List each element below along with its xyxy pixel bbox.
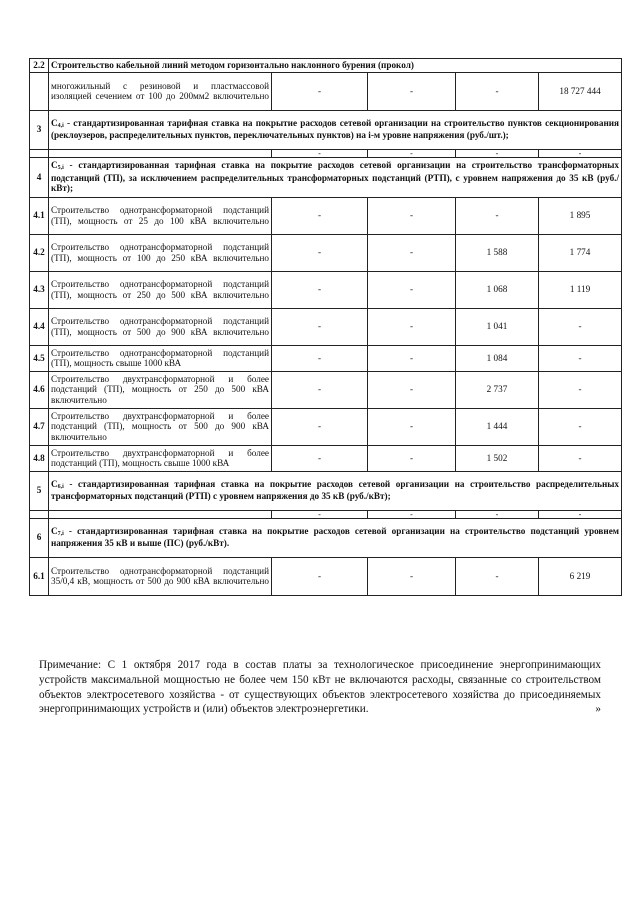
rate-subscript: 5,i — [57, 165, 64, 172]
value-cell: - — [368, 445, 456, 471]
value-cell: - — [456, 510, 539, 518]
row-number: 4.1 — [30, 197, 49, 234]
row-number: 4.8 — [30, 445, 49, 471]
value-cell: 1 084 — [456, 345, 539, 371]
value-cell: - — [368, 149, 456, 157]
row-number: 6 — [30, 518, 49, 557]
value-cell: - — [539, 149, 622, 157]
row-description: Строительство двухтрансформаторной и более подстанций (ТП), мощность от 250 до 500 кВА включительно — [49, 371, 272, 408]
value-cell: - — [368, 408, 456, 445]
table-row — [30, 557, 622, 595]
section-heading — [49, 110, 622, 149]
row-number: 4.3 — [30, 271, 49, 308]
section-heading — [49, 471, 622, 510]
value-cell: 1 895 — [539, 197, 622, 234]
value-cell: 1 068 — [456, 271, 539, 308]
row-description: Строительство однотрансформаторной подстанций (ТП), мощность от 500 до 900 кВА включительно — [49, 308, 272, 345]
table-row — [30, 149, 622, 157]
value-cell: - — [456, 72, 539, 110]
row-description — [49, 510, 272, 518]
rate-symbol: С — [51, 479, 58, 490]
value-cell: 18 727 444 — [539, 72, 622, 110]
value-cell: - — [368, 72, 456, 110]
row-description: Строительство однотрансформаторной подстанций 35/0,4 кВ, мощность от 500 до 900 кВА включительно — [49, 557, 272, 595]
closing-quote: » — [595, 703, 601, 716]
value-cell: - — [272, 197, 368, 234]
row-description: Строительство однотрансформаторной подстанций (ТП), мощность от 250 до 500 кВА включительно — [49, 271, 272, 308]
value-cell: - — [272, 234, 368, 271]
value-cell: - — [272, 149, 368, 157]
value-cell: 1 119 — [539, 271, 622, 308]
value-cell: - — [539, 345, 622, 371]
value-cell: 2 737 — [456, 371, 539, 408]
rate-subscript: 7,i — [57, 531, 64, 538]
section-heading: Строительство кабельной линий методом горизонтально наклонного бурения (прокол) — [49, 59, 622, 73]
value-cell: - — [456, 149, 539, 157]
table-row — [30, 408, 622, 445]
table-row — [30, 59, 622, 73]
value-cell: 1 041 — [456, 308, 539, 345]
value-cell: - — [368, 271, 456, 308]
value-cell: 1 444 — [456, 408, 539, 445]
value-cell: - — [272, 510, 368, 518]
table-row — [30, 445, 622, 471]
value-cell: - — [368, 234, 456, 271]
table-row — [30, 197, 622, 234]
value-cell: - — [539, 308, 622, 345]
value-cell: - — [368, 510, 456, 518]
value-cell: - — [539, 371, 622, 408]
row-number: 4.2 — [30, 234, 49, 271]
value-cell: - — [368, 345, 456, 371]
value-cell: 6 219 — [539, 557, 622, 595]
row-number — [30, 510, 49, 518]
section-text: - стандартизированная тарифная ставка на покрытие расходов сетевой организации на строительство распределительных трансформаторных подстанций (РТП) с уровнем напряжения до 35 кВ (руб./кВт); — [51, 479, 620, 502]
value-cell: - — [368, 557, 456, 595]
value-cell: - — [272, 445, 368, 471]
footnote-text — [39, 658, 601, 717]
table-row — [30, 471, 622, 510]
value-cell: - — [272, 271, 368, 308]
row-description: Строительство однотрансформаторной подстанций (ТП), мощность свыше 1000 кВА — [49, 345, 272, 371]
table-row — [30, 271, 622, 308]
row-number: 3 — [30, 110, 49, 149]
value-cell: 1 588 — [456, 234, 539, 271]
value-cell: 1 774 — [539, 234, 622, 271]
table-row — [30, 110, 622, 149]
rate-symbol: С — [51, 118, 58, 129]
table-row — [30, 72, 622, 110]
value-cell: - — [272, 72, 368, 110]
table-row — [30, 157, 622, 197]
row-description: Строительство двухтрансформаторной и более подстанций (ТП), мощность от 500 до 900 кВА включительно — [49, 408, 272, 445]
table-row — [30, 518, 622, 557]
value-cell: - — [272, 557, 368, 595]
value-cell: - — [272, 371, 368, 408]
table-row — [30, 345, 622, 371]
rate-symbol: С — [51, 526, 58, 537]
footnote-body: Примечание: С 1 октября 2017 года в состав платы за технологическое присоединение энергопринимающих устройств максимальной мощностью не более чем 150 кВт не включаются расходы, связанные со строительством объектов электросетевого хозяйства - от существующих объектов электросетевого хозяйства до присоединяемых энергопринимающих устройств и (или) объектов электроэнергетики. — [39, 659, 601, 716]
row-number: 5 — [30, 471, 49, 510]
row-description — [49, 149, 272, 157]
section-heading — [49, 157, 622, 197]
rate-subscript: 6,i — [57, 484, 64, 491]
footnote — [39, 658, 601, 717]
value-cell: - — [368, 308, 456, 345]
row-number — [30, 149, 49, 157]
value-cell: - — [272, 308, 368, 345]
section-text: - стандартизированная тарифная ставка на покрытие расходов сетевой организации на строительство трансформаторных подстанций (ТП), за исключением распределительных трансформаторных подстанций (РТП), с уровнем напряжения до 35 кВ (руб./кВт); — [51, 160, 620, 194]
row-number: 4.6 — [30, 371, 49, 408]
row-number: 6.1 — [30, 557, 49, 595]
value-cell: - — [368, 197, 456, 234]
section-heading — [49, 518, 622, 557]
row-description: многожильный с резиновой и пластмассовой изоляцией сечением от 100 до 200мм2 включительно — [49, 72, 272, 110]
value-cell: - — [456, 557, 539, 595]
value-cell: - — [539, 510, 622, 518]
value-cell: - — [539, 408, 622, 445]
table-row — [30, 308, 622, 345]
section-text: - стандартизированная тарифная ставка на покрытие расходов сетевой организации на строительство подстанций уровнем напряжения 35 кВ и выше (ПС) (руб./кВт). — [51, 526, 620, 549]
row-description: Строительство однотрансформаторной подстанций (ТП), мощность от 25 до 100 кВА включительно — [49, 197, 272, 234]
row-number — [30, 72, 49, 110]
value-cell: - — [272, 408, 368, 445]
table-row — [30, 371, 622, 408]
row-number: 4.7 — [30, 408, 49, 445]
value-cell: - — [272, 345, 368, 371]
row-number: 4 — [30, 157, 49, 197]
table-row — [30, 510, 622, 518]
value-cell: - — [539, 445, 622, 471]
row-number: 2.2 — [30, 59, 49, 73]
value-cell: - — [456, 197, 539, 234]
row-description: Строительство однотрансформаторной подстанций (ТП), мощность от 100 до 250 кВА включительно — [49, 234, 272, 271]
row-number: 4.4 — [30, 308, 49, 345]
row-description: Строительство двухтрансформаторной и более подстанций (ТП), мощность свыше 1000 кВА — [49, 445, 272, 471]
rate-subscript: 4,i — [57, 123, 64, 130]
table-row — [30, 234, 622, 271]
value-cell: - — [368, 371, 456, 408]
rate-symbol: С — [51, 160, 58, 171]
row-number: 4.5 — [30, 345, 49, 371]
value-cell: 1 502 — [456, 445, 539, 471]
tariff-table — [29, 58, 622, 596]
section-text: - стандартизированная тарифная ставка на покрытие расходов сетевой организации на строительство пунктов секционирования (реклоузеров, распределительных пунктов, переключательных пунктов) на i-м уровне напряжения (руб./шт.); — [51, 118, 620, 141]
